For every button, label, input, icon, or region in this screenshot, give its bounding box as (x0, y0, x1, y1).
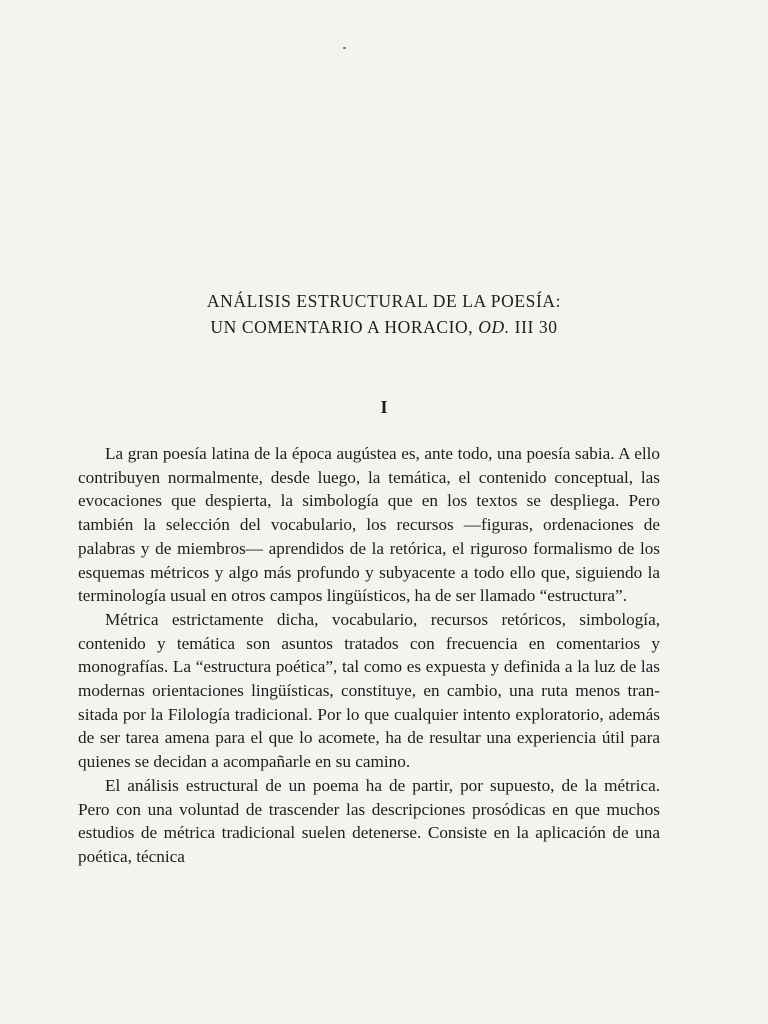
title-line-2-prefix: UN COMENTARIO A HORACIO, (210, 317, 479, 337)
title-line-2-italic: OD. (478, 317, 510, 337)
article-title-line-2 (0, 315, 768, 339)
scan-speck (343, 47, 346, 49)
body-text (78, 442, 660, 869)
paragraph-3: El análisis estructural de un poema ha de partir, por supuesto, de la métrica. Pero con una voluntad de trascender las descripciones prosódicas en que muchos estudios de métrica tradicional suelen detenerse. Consiste en la aplicación de una poética, técnica (78, 775, 660, 866)
paragraph-1: La gran poesía latina de la época augústea es, ante todo, una poesía sabia. A ello contribuyen normalmente, desde luego, la temática, el contenido conceptual, las evocaciones que despierta, la simbología que en los textos se despliega. Pero también la selección del vocabulario, los recursos —figuras, ordenaciones de palabras y de miembros— aprendidos de la retórica, el riguroso formalismo de los esquemas métricos y algo más profundo y subyacente a todo ello que, siguiendo la terminología usual en otros campos lingüísticos, ha de ser llamado “estructura”. (78, 444, 660, 606)
paragraph-2: Métrica estrictamente dicha, vocabulario, recursos retóricos, simbología, contenido y temática son asuntos tratados con frecuencia en comentarios y monografías. La “estructura poética”, tal como es expuesta y definida a la luz de las modernas orientaciones lingüísticas, constituye, en cambio, una ruta menos transitada por la Filología tradicional. Por lo que cualquier intento exploratorio, además de ser tarea amena para el que lo acomete, ha de resultar una experiencia útil para quienes se decidan a acompañarle en su camino. (78, 609, 660, 772)
article-title-line-1: ANÁLISIS ESTRUCTURAL DE LA POESÍA: (206, 291, 562, 311)
section-number: I (380, 397, 388, 417)
title-line-2-suffix: III 30 (509, 317, 558, 337)
